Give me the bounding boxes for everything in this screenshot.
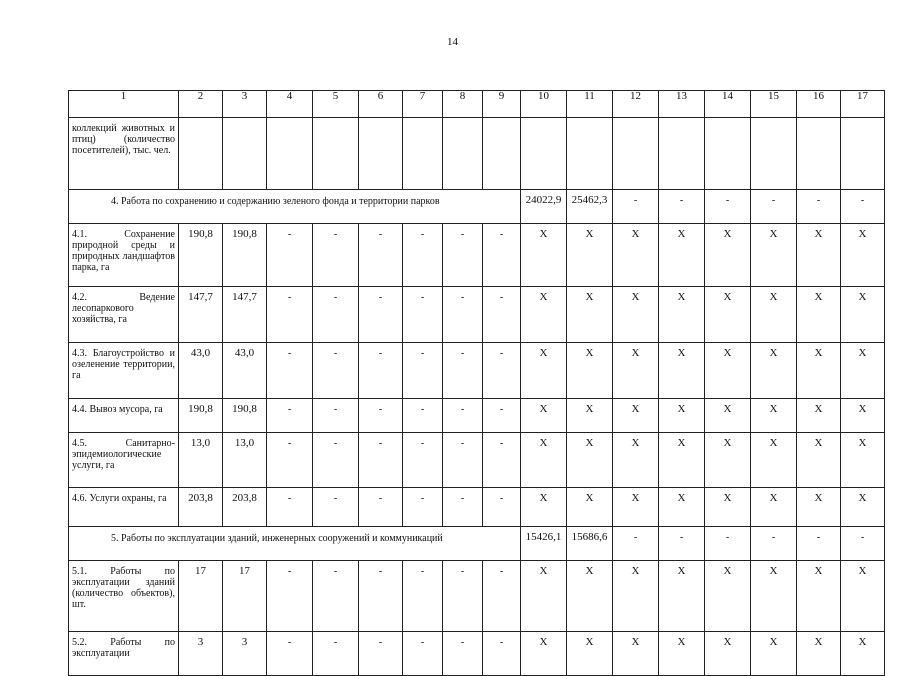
table-row <box>69 561 885 632</box>
table-cell: Х <box>659 343 705 399</box>
table-cell: Х <box>521 287 567 343</box>
table-cell: Х <box>705 287 751 343</box>
section-row <box>69 527 885 561</box>
column-header: 5 <box>313 91 359 118</box>
row-label: 4.4. Вывоз мусора, га <box>69 399 179 433</box>
table-cell: Х <box>751 224 797 287</box>
table-cell: Х <box>751 488 797 527</box>
row-label: 4.2. Ведение лесопаркового хозяйства, га <box>69 287 179 343</box>
column-header: 8 <box>443 91 483 118</box>
table-cell <box>521 118 567 190</box>
table-cell <box>403 118 443 190</box>
table-cell: - <box>483 399 521 433</box>
table-cell: 43,0 <box>223 343 267 399</box>
table-cell: - <box>403 224 443 287</box>
table-cell: Х <box>841 287 885 343</box>
table-cell: - <box>313 399 359 433</box>
table-cell <box>659 118 705 190</box>
table-row <box>69 343 885 399</box>
table-cell: 190,8 <box>223 224 267 287</box>
table-cell: - <box>705 527 751 561</box>
section-value: 25462,3 <box>567 190 613 224</box>
table-cell: - <box>483 632 521 676</box>
table-cell: Х <box>841 399 885 433</box>
table-cell: - <box>359 343 403 399</box>
table-cell: - <box>359 287 403 343</box>
table-cell <box>313 118 359 190</box>
section-value: 15426,1 <box>521 527 567 561</box>
table-cell: - <box>443 287 483 343</box>
table-cell: - <box>751 527 797 561</box>
table-cell: - <box>313 488 359 527</box>
table-cell: - <box>267 224 313 287</box>
table-cell: - <box>267 433 313 488</box>
table-cell: - <box>443 224 483 287</box>
table-cell: - <box>313 433 359 488</box>
page-number: 14 <box>447 36 458 48</box>
table-cell: Х <box>613 287 659 343</box>
table-cell: Х <box>705 343 751 399</box>
table-cell: - <box>267 343 313 399</box>
table-cell: Х <box>567 343 613 399</box>
table-cell: - <box>403 561 443 632</box>
table-cell: - <box>403 343 443 399</box>
table-cell: Х <box>705 224 751 287</box>
table-cell: 147,7 <box>179 287 223 343</box>
column-header: 15 <box>751 91 797 118</box>
table-cell: Х <box>613 224 659 287</box>
table-cell: - <box>613 527 659 561</box>
table-cell: - <box>443 561 483 632</box>
table-cell: Х <box>659 399 705 433</box>
table-cell: - <box>359 488 403 527</box>
table-cell: Х <box>797 224 841 287</box>
row-label: 5.1. Работы по эксплуатации зданий (количество объектов), шт. <box>69 561 179 632</box>
table-row <box>69 399 885 433</box>
table-cell: Х <box>751 632 797 676</box>
table-cell: - <box>443 433 483 488</box>
table-cell <box>179 118 223 190</box>
table-cell: Х <box>613 561 659 632</box>
table-cell: - <box>359 632 403 676</box>
column-header: 6 <box>359 91 403 118</box>
table-cell: Х <box>797 399 841 433</box>
table-cell: 13,0 <box>179 433 223 488</box>
table-cell: - <box>313 224 359 287</box>
table-row <box>69 118 885 190</box>
table-cell: Х <box>659 488 705 527</box>
column-header: 14 <box>705 91 751 118</box>
row-label: 4.1. Сохранение природной среды и природных ландшафтов парка, га <box>69 224 179 287</box>
table-cell: - <box>751 190 797 224</box>
table-cell: Х <box>751 433 797 488</box>
section-value: 24022,9 <box>521 190 567 224</box>
table-cell: Х <box>567 224 613 287</box>
table-cell: - <box>403 632 443 676</box>
table-cell: Х <box>841 433 885 488</box>
table-cell: Х <box>659 287 705 343</box>
table-cell: Х <box>521 399 567 433</box>
table-cell: - <box>267 488 313 527</box>
table-cell: Х <box>613 632 659 676</box>
table-cell: 147,7 <box>223 287 267 343</box>
table-cell: Х <box>751 561 797 632</box>
table-cell: 190,8 <box>179 399 223 433</box>
table-cell: - <box>797 527 841 561</box>
table-cell: - <box>659 190 705 224</box>
table-cell: Х <box>751 343 797 399</box>
table-cell: - <box>841 190 885 224</box>
column-header: 4 <box>267 91 313 118</box>
table-cell: - <box>443 488 483 527</box>
column-header: 13 <box>659 91 705 118</box>
header-row <box>69 91 885 118</box>
table-cell <box>267 118 313 190</box>
table-cell: - <box>267 632 313 676</box>
table-cell: Х <box>841 343 885 399</box>
table-cell <box>751 118 797 190</box>
table-cell: - <box>483 343 521 399</box>
table-cell: Х <box>521 433 567 488</box>
row-label: 4.5. Санитарно-эпидемиологические услуги, га <box>69 433 179 488</box>
column-header: 1 <box>69 91 179 118</box>
table-cell: - <box>359 561 403 632</box>
table-cell <box>223 118 267 190</box>
table-cell: Х <box>521 488 567 527</box>
table-cell: 43,0 <box>179 343 223 399</box>
column-header: 7 <box>403 91 443 118</box>
table-cell: Х <box>521 561 567 632</box>
section-title: 4. Работа по сохранению и содержанию зеленого фонда и территории парков <box>69 190 521 224</box>
table-cell: 190,8 <box>179 224 223 287</box>
table-cell <box>613 118 659 190</box>
table-cell: Х <box>797 561 841 632</box>
table-cell: 203,8 <box>179 488 223 527</box>
table-cell: 17 <box>179 561 223 632</box>
table-cell: Х <box>567 632 613 676</box>
table-cell: - <box>267 287 313 343</box>
table-row <box>69 287 885 343</box>
table-cell: - <box>443 343 483 399</box>
table-cell: 3 <box>223 632 267 676</box>
table-cell: 3 <box>179 632 223 676</box>
table-cell: Х <box>567 488 613 527</box>
table-cell: Х <box>705 632 751 676</box>
section-value: 15686,6 <box>567 527 613 561</box>
table-cell: 190,8 <box>223 399 267 433</box>
table-cell: - <box>267 561 313 632</box>
table-cell: - <box>705 190 751 224</box>
table-cell: 203,8 <box>223 488 267 527</box>
table-cell: 13,0 <box>223 433 267 488</box>
table-cell <box>797 118 841 190</box>
column-header: 3 <box>223 91 267 118</box>
table-row <box>69 632 885 676</box>
table-cell <box>443 118 483 190</box>
table-cell: Х <box>659 561 705 632</box>
table-cell <box>567 118 613 190</box>
table-cell: - <box>359 224 403 287</box>
table-cell: Х <box>659 224 705 287</box>
section-row <box>69 190 885 224</box>
table-cell: - <box>313 632 359 676</box>
table-cell <box>705 118 751 190</box>
table-cell: Х <box>705 561 751 632</box>
table-cell: Х <box>521 224 567 287</box>
table-cell: - <box>797 190 841 224</box>
table-cell: - <box>313 561 359 632</box>
table-row <box>69 488 885 527</box>
data-table <box>68 90 885 676</box>
table-cell: - <box>483 488 521 527</box>
table-cell: Х <box>705 488 751 527</box>
table-cell: - <box>267 399 313 433</box>
row-label: 4.6. Услуги охраны, га <box>69 488 179 527</box>
table-cell: - <box>403 433 443 488</box>
table-cell: Х <box>751 399 797 433</box>
column-header: 9 <box>483 91 521 118</box>
table-cell: Х <box>521 343 567 399</box>
table-cell: - <box>659 527 705 561</box>
table-cell <box>483 118 521 190</box>
row-label: 5.2. Работы по эксплуатации <box>69 632 179 676</box>
table-cell: Х <box>797 433 841 488</box>
table-cell: Х <box>841 632 885 676</box>
column-header: 2 <box>179 91 223 118</box>
table-cell: - <box>841 527 885 561</box>
table-cell: - <box>313 343 359 399</box>
table-row <box>69 224 885 287</box>
table-body <box>69 91 885 676</box>
section-title: 5. Работы по эксплуатации зданий, инженерных сооружений и коммуникаций <box>69 527 521 561</box>
column-header: 11 <box>567 91 613 118</box>
table-cell: Х <box>797 287 841 343</box>
table-row <box>69 433 885 488</box>
table-cell: Х <box>659 433 705 488</box>
table-cell: Х <box>613 343 659 399</box>
table-cell: Х <box>613 399 659 433</box>
table-cell: - <box>483 433 521 488</box>
table-cell: - <box>359 433 403 488</box>
table-cell: Х <box>567 561 613 632</box>
table-cell: - <box>613 190 659 224</box>
table-cell: Х <box>567 433 613 488</box>
table-cell: - <box>483 224 521 287</box>
table-cell: - <box>443 632 483 676</box>
table-cell: Х <box>567 287 613 343</box>
row-label: 4.3. Благоустройство и озеленение территории, га <box>69 343 179 399</box>
column-header: 12 <box>613 91 659 118</box>
table-cell: Х <box>705 399 751 433</box>
table-cell: - <box>443 399 483 433</box>
table-cell: Х <box>659 632 705 676</box>
table-cell: - <box>403 399 443 433</box>
table-cell: Х <box>567 399 613 433</box>
table-cell: Х <box>613 488 659 527</box>
table-cell: Х <box>841 561 885 632</box>
table-cell: 17 <box>223 561 267 632</box>
table-cell: - <box>403 488 443 527</box>
row-label: коллекций животных и птиц) (количество посетителей), тыс. чел. <box>69 118 179 190</box>
table-cell: - <box>359 399 403 433</box>
table-cell: Х <box>841 488 885 527</box>
table-cell: Х <box>751 287 797 343</box>
table-cell: - <box>483 287 521 343</box>
table-cell: Х <box>797 632 841 676</box>
table-cell: - <box>313 287 359 343</box>
table-cell: Х <box>797 488 841 527</box>
table-cell: Х <box>521 632 567 676</box>
table-cell: Х <box>613 433 659 488</box>
column-header: 16 <box>797 91 841 118</box>
table-cell: - <box>403 287 443 343</box>
table-cell: Х <box>797 343 841 399</box>
table-cell: Х <box>705 433 751 488</box>
table-cell: - <box>483 561 521 632</box>
column-header: 10 <box>521 91 567 118</box>
column-header: 17 <box>841 91 885 118</box>
table-cell: Х <box>841 224 885 287</box>
table-cell <box>841 118 885 190</box>
table-cell <box>359 118 403 190</box>
